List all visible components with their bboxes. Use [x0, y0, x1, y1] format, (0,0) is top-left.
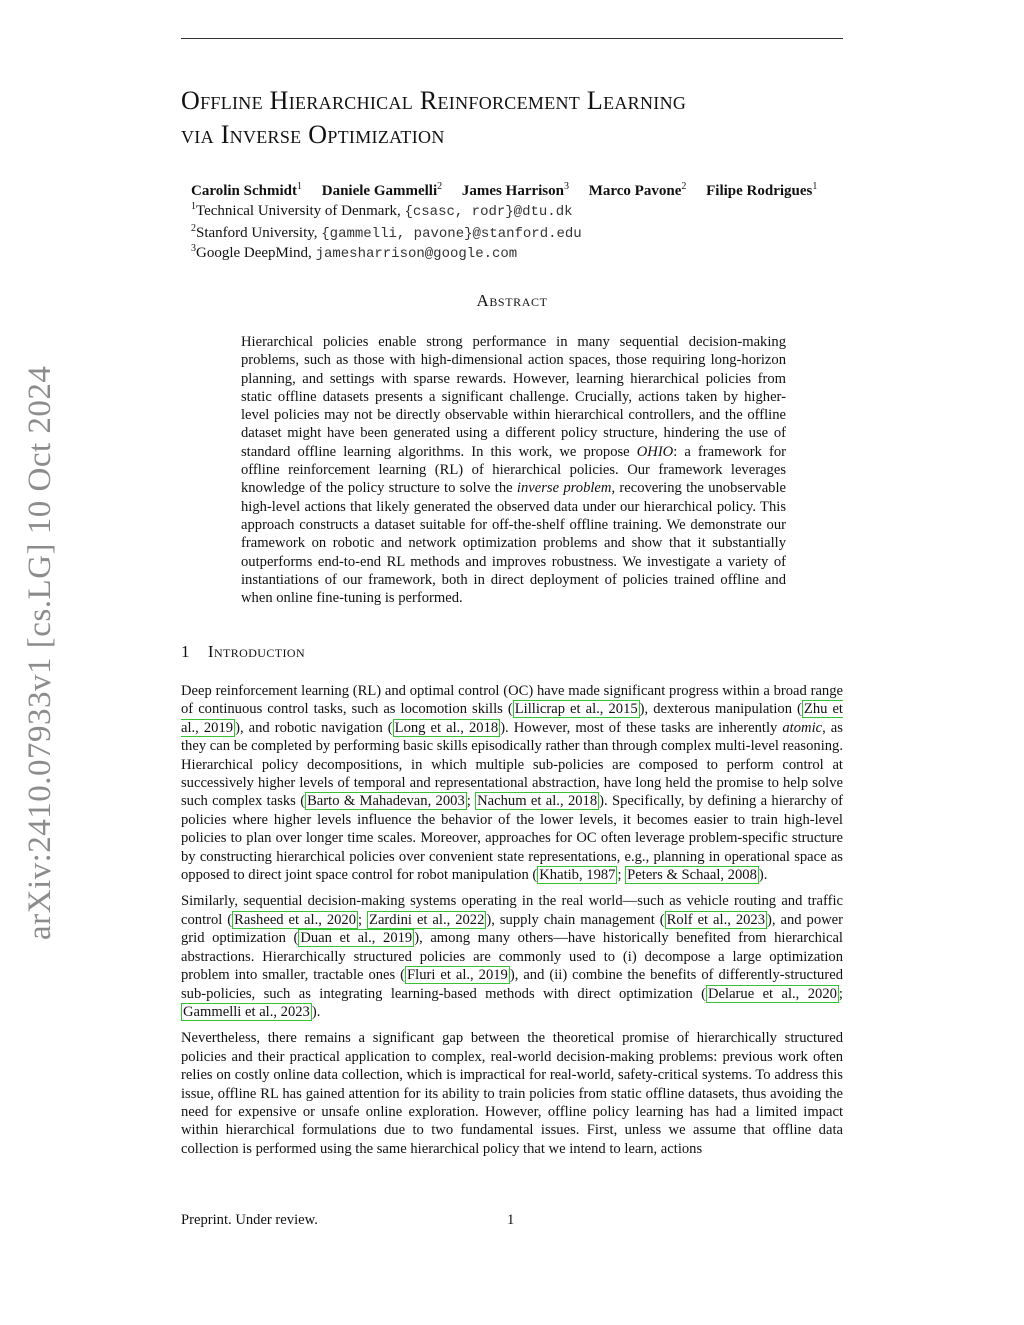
body-text — [181, 682, 843, 1166]
section-heading — [181, 642, 305, 662]
author: Filipe Rodrigues$^1$ — [706, 181, 818, 199]
top-rule — [181, 38, 843, 39]
citation-link[interactable]: Zhu et al., 2019 — [181, 701, 843, 736]
author: Daniele Gammelli$^2$ — [321, 181, 443, 199]
citation-link[interactable]: Delarue et al., 2020 — [708, 985, 837, 1002]
citation-link[interactable]: Nachum et al., 2018 — [477, 793, 598, 810]
citation-link[interactable]: Duan et al., 2019 — [300, 930, 413, 947]
citation-link[interactable]: Peters & Schaal, 2008 — [627, 867, 757, 884]
citation-link[interactable]: Lillicrap et al., 2015 — [514, 701, 638, 718]
citation-link[interactable]: Fluri et al., 2019 — [407, 967, 508, 984]
paper-title — [181, 84, 861, 152]
affiliation: $^3$Google DeepMind, jamesharrison@google.com — [191, 243, 518, 262]
citation-link[interactable]: Barto & Mahadevan, 2003 — [307, 793, 465, 810]
citation-link[interactable]: Long et al., 2018 — [394, 719, 499, 736]
citation-link[interactable]: Rasheed et al., 2020 — [234, 911, 357, 928]
title-line-1: Offline Hierarchical Reinforcement Learning — [181, 86, 687, 115]
citation-link[interactable]: Khatib, 1987 — [539, 867, 616, 884]
abstract-text: Hierarchical policies enable strong performance in many sequential decision-making problems, such as those with high-dimensional action spaces, those requiring long-horizon planning, and settings with sparse rewards. However, learning hierarchical policies from static offline datasets presents a significant challenge. Crucially, actions taken by higher-level policies may not be directly observable within hierarchical controllers, and the offline dataset might have been generated using a different policy structure, hindering the use of standard offline learning algorithms. In this work, we propose OHIO: a framework for offline reinforcement learning (RL) of hierarchical policies. Our framework leverages knowledge of the policy structure to solve the inverse problem, recovering the unobservable high-level actions that likely generated the observed data under our hierarchical policy. This approach constructs a dataset suitable for off-the-shelf offline training. We demonstrate our framework on robotic and network optimization problems and show that it substantially outperforms end-to-end RL methods and improves robustness. We investigate a variety of instantiations of our framework, both in direct deployment of policies trained offline and when online fine-tuning is performed. — [241, 334, 787, 607]
paragraph: Nevertheless, there remains a significant gap between the theoretical promise of hierarchically structured policies and their practical application to complex, real-world decision-making problems: previous work often relies on costly online data collection, which is impractical for real-world, safety-critical systems. To address this issue, offline RL has gained attention for its ability to train policies from static offline datasets, thus avoiding the need for expensive or unsafe online exploration. However, offline policy learning has had a limited impact within hierarchical formulations due to two fundamental issues. First, unless we assume that offline data collection is performed using the same hierarchical policy that we intend to learn, actions — [181, 1030, 843, 1157]
citation-link[interactable]: Gammelli et al., 2023 — [183, 1003, 310, 1020]
abstract-heading: Abstract — [476, 291, 548, 310]
paragraph: Similarly, sequential decision-making systems operating in the real world—such as vehicle routing and traffic control ( Rasheed et al., 2020 ; Zardini et al., 2022 ), supply chain management ( Rolf et al., 2023 ), and power grid optimization ( Duan et al., 2019 ), among many others—have historically benefited from hierarchical abstractions. Hierarchically structured policies are commonly used to (i) decompose a large optimization problem into smaller, tractable ones ( Fluri et al., 2019 ), and (ii) combine the benefits of differently-structured sub-policies, such as integrating learning-based methods with direct optimization ( Delarue et al., 2020 ; Gammelli et al., 2023 ). — [181, 893, 843, 1020]
arxiv-identifier: arXiv:2410.07933v1 [cs.LG] 10 Oct 2024 — [22, 365, 58, 940]
author-list — [191, 181, 881, 200]
author: James Harrison$^3$ — [461, 181, 569, 199]
citation-link[interactable]: Zardini et al., 2022 — [369, 911, 485, 928]
page-number: 1 — [507, 1212, 515, 1228]
section-title: Introduction — [207, 642, 306, 661]
affiliation: $^1$Technical University of Denmark, {csasc, rodr}@dtu.dk — [191, 201, 573, 220]
section-number: 1 — [181, 642, 190, 661]
author: Carolin Schmidt$^1$ — [191, 181, 302, 199]
affiliation: $^2$Stanford University, {gammelli, pavone}@stanford.edu — [191, 223, 582, 242]
email: {csasc, rodr}@dtu.dk — [404, 204, 573, 220]
paragraph: Deep reinforcement learning (RL) and optimal control (OC) have made significant progress within a broad range of continuous control tasks, such as locomotion skills ( Lillicrap et al., 2015 ), dexterous manipulation ( Zhu et al., 2019 ), and robotic navigation ( Long et al., 2018 ). However, most of these tasks are inherently atomic, as they can be completed by performing basic skills episodically rather than through complex multi-level reasoning. Hierarchical policy decompositions, in which multiple sub-policies are composed to perform control at successively higher levels of temporal and representational abstraction, have long held the promise to help solve such complex tasks ( Barto & Mahadevan, 2003 ; Nachum et al., 2018 ). Specifically, by defining a hierarchy of policies where higher levels influence the behavior of the lower levels, it becomes easier to train high-level policies to plan over longer time scales. Moreover, approaches for OC often leverage problem-specific structure by constructing hierarchical policies over convenient state representations, e.g., planning in operational space as opposed to direct joint space control for robot manipulation ( Khatib, 1987 ; Peters & Schaal, 2008 ). — [181, 683, 844, 884]
footer-note: Preprint. Under review. — [181, 1212, 318, 1228]
email: jamesharrison@google.com — [315, 246, 518, 262]
citation-link[interactable]: Rolf et al., 2023 — [666, 911, 766, 928]
title-line-2: via Inverse Optimization — [181, 120, 445, 149]
email: {gammelli, pavone}@stanford.edu — [321, 226, 582, 242]
author: Marco Pavone$^2$ — [588, 181, 687, 199]
